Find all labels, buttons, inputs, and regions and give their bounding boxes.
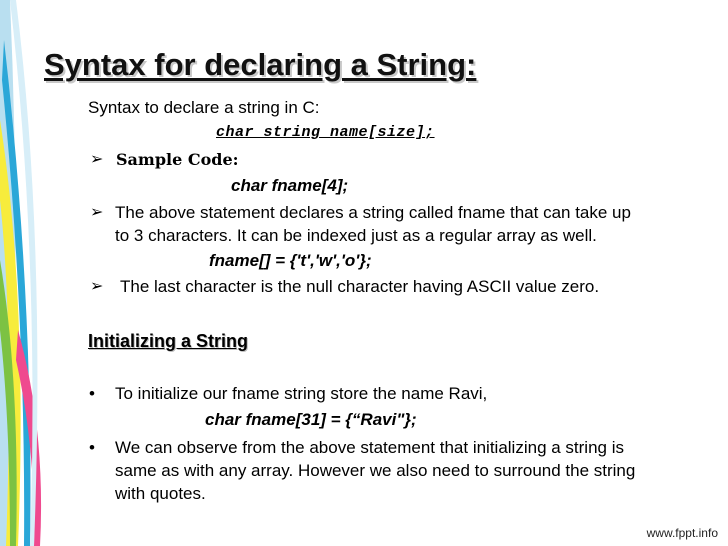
slide-title: Syntax for declaring a String: <box>44 47 477 82</box>
bullet-icon: • <box>89 384 95 403</box>
bullet-2-line-3: with quotes. <box>115 484 206 503</box>
bullet-2-line-2: same as with any array. However we also need to surround the string <box>115 461 636 480</box>
syntax-intro: Syntax to declare a string in C: <box>88 98 320 117</box>
sample-code-label: Sample Code: <box>116 150 239 169</box>
array-code: fname[] = {'t','w','o'}; <box>209 251 372 270</box>
section-heading: Initializing a String <box>88 331 249 351</box>
paragraph-1-line-2: to 3 characters. It can be indexed just as a regular array as well. <box>115 226 597 245</box>
paragraph-2: The last character is the null character having ASCII value zero. <box>120 277 600 296</box>
arrow-bullet-icon: ➢ <box>90 204 104 221</box>
sample-code: char fname[4]; <box>231 176 349 195</box>
bullet-icon: • <box>89 438 95 457</box>
paragraph-1-line-1: The above statement declares a string called fname that can take up <box>115 203 631 222</box>
syntax-declaration: char string_name[size]; <box>216 124 435 141</box>
arrow-bullet-icon: ➢ <box>90 151 104 168</box>
bullet-2-line-1: We can observe from the above statement that initializing a string is <box>115 438 624 457</box>
arrow-bullet-icon: ➢ <box>90 278 104 295</box>
bullet-1: To initialize our fname string store the name Ravi, <box>115 384 488 403</box>
footer-watermark: www.fppt.info <box>646 526 718 540</box>
init-code: char fname[31] = {“Ravi"}; <box>205 410 417 429</box>
